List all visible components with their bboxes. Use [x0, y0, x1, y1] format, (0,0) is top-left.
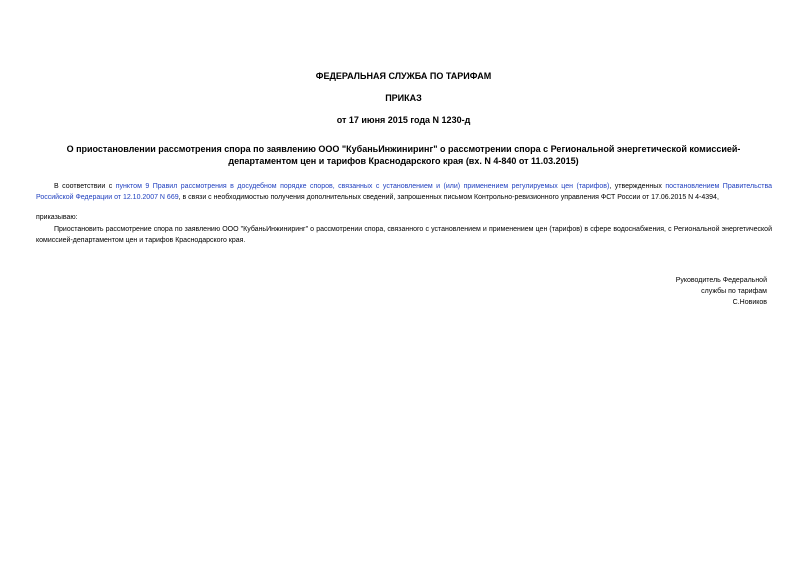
- preamble-paragraph: [36, 182, 772, 203]
- signature-name: С.Новиков: [732, 299, 767, 306]
- signature-position-line2: службы по тарифам: [701, 288, 767, 295]
- document-title: О приостановлении рассмотрения спора по заявлению ООО "КубаньИнжиниринг" о рассмотрении спора с Региональной энергетической комиссией-департаментом цен и тарифов Краснодарского края (вх. N 4-840 от 11.03.2015): [66, 144, 741, 166]
- government-resolution-link[interactable]: постановлением Правительства Российской Федерации от 12.10.2007 N 669: [36, 183, 773, 201]
- order-word: приказываю:: [36, 214, 78, 221]
- document-type: ПРИКАЗ: [385, 93, 422, 103]
- preamble-text-3: , в связи с необходимостью получения дополнительных сведений, запрошенных письмом Контрольно-ревизионного управления ФСТ России от 17.06.2015 N 4-4394,: [178, 193, 719, 201]
- agency-name: ФЕДЕРАЛЬНАЯ СЛУЖБА ПО ТАРИФАМ: [315, 71, 492, 81]
- order-paragraph: Приостановить рассмотрение спора по заявлению ООО "КубаньИнжиниринг" о рассмотрении спора, связанного с установлением и применением цен (тарифов) в сфере водоснабжения, с Региональной энергетической комиссией-департаментом цен и тарифов Краснодарского края.: [36, 226, 772, 244]
- signature-position-line1: Руководитель Федеральной: [675, 277, 767, 284]
- document-date-number: от 17 июня 2015 года N 1230-д: [336, 115, 471, 125]
- rules-point-9-link[interactable]: пунктом 9 Правил рассмотрения в досудебном порядке споров, связанных с установлением и (или) применением регулируемых цен (тарифов): [115, 183, 610, 190]
- signature-block: [676, 275, 767, 308]
- preamble-text-2: , утвержденных: [609, 183, 666, 190]
- preamble-text-1: В соответствии с: [54, 183, 116, 190]
